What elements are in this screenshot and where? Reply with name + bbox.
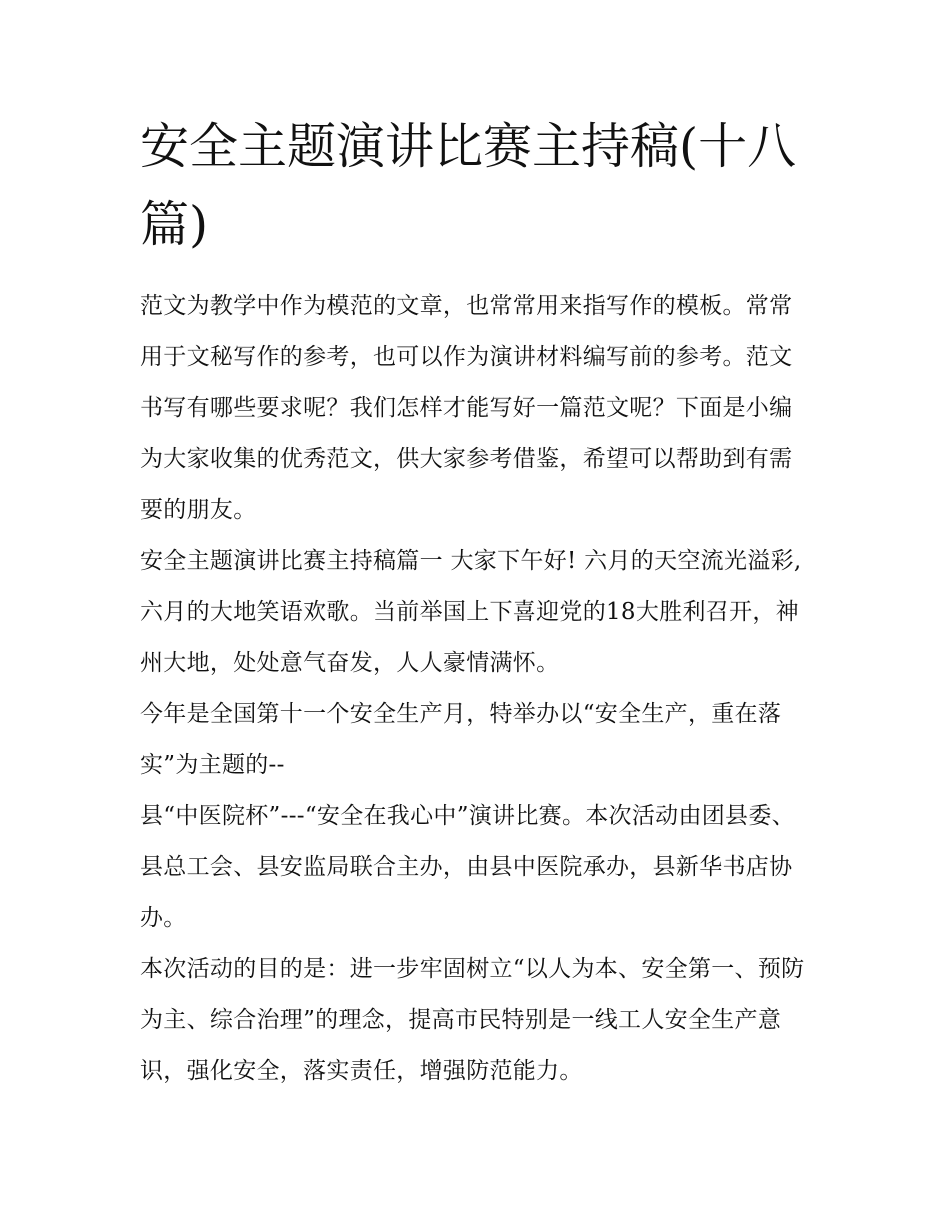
document-page (140, 108, 812, 1097)
paragraph-3: 县“中医院杯”---“安全在我心中”演讲比赛。本次活动由团县委、县总工会、县安监局联合主办，由县中医院承办，县新华书店协办。 (140, 803, 795, 931)
paragraph-2: 今年是全国第十一个安全生产月，特举办以“安全生产，重在落实”为主题的-- (140, 701, 782, 778)
paragraph-intro: 范文为教学中作为模范的文章，也常常用来指写作的模板。常常用于文秘写作的参考，也可以作为演讲材料编写前的参考。范文书写有哪些要求呢？我们怎样才能写好一篇范文呢？下面是小编为大家收集的优秀范文，供大家参考借鉴，希望可以帮助到有需要的朋友。 (140, 293, 793, 523)
title-block (140, 108, 812, 264)
paragraph-1: 安全主题演讲比赛主持稿篇一 大家下午好! 六月的天空流光溢彩,六月的大地笑语欢歌。当前举国上下喜迎党的18大胜利召开，神州大地，处处意气奋发，人人豪情满怀。 (140, 548, 802, 676)
document-title: 安全主题演讲比赛主持稿(十八篇) (140, 118, 797, 253)
paragraph-4: 本次活动的目的是：进一步牢固树立“以人为本、安全第一、预防为主、综合治理”的理念，提高市民特别是一线工人安全生产意识，强化安全，落实责任，增强防范能力。 (140, 956, 805, 1084)
